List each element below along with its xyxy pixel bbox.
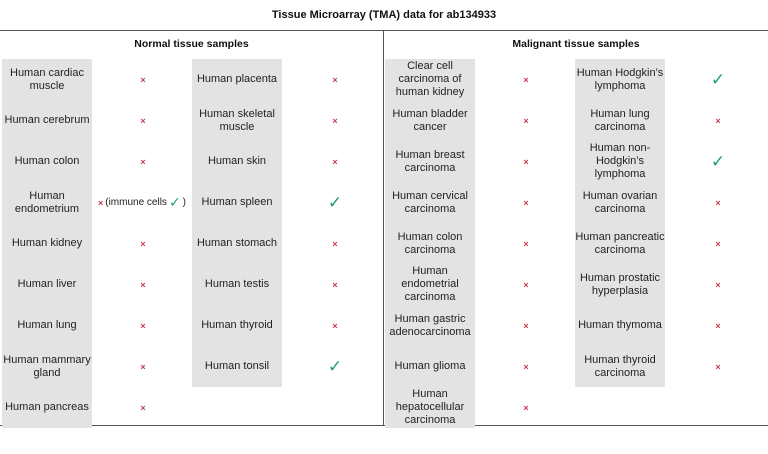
staining-result bbox=[478, 100, 574, 141]
cross-icon: × bbox=[332, 238, 338, 249]
cross-icon: × bbox=[332, 74, 338, 85]
cross-icon: × bbox=[523, 361, 529, 372]
section-divider bbox=[383, 30, 384, 425]
staining-result bbox=[670, 100, 766, 141]
tissue-name: Human bladder cancer bbox=[392, 107, 468, 133]
staining-result bbox=[95, 182, 191, 223]
tissue-name: Human lung bbox=[17, 319, 77, 331]
cross-icon: × bbox=[523, 115, 529, 126]
staining-result bbox=[478, 59, 574, 100]
cross-icon: × bbox=[332, 115, 338, 126]
tissue-name: Human mammary gland bbox=[3, 353, 91, 379]
cross-icon: × bbox=[523, 238, 529, 249]
staining-result bbox=[478, 223, 574, 264]
staining-result bbox=[95, 59, 191, 100]
tissue-name: Human colon carcinoma bbox=[397, 230, 463, 256]
staining-result bbox=[95, 305, 191, 346]
cross-icon: × bbox=[715, 238, 721, 249]
tissue-name: Human testis bbox=[204, 278, 270, 290]
check-icon: ✓ bbox=[327, 193, 343, 212]
tissue-name: Human stomach bbox=[196, 237, 278, 249]
staining-result bbox=[95, 387, 191, 428]
cross-icon: × bbox=[715, 197, 721, 208]
cross-icon: × bbox=[523, 320, 529, 331]
tissue-name: Human skeletal muscle bbox=[199, 107, 275, 133]
cross-icon: × bbox=[332, 156, 338, 167]
cross-icon: × bbox=[140, 74, 146, 85]
title-row bbox=[0, 0, 768, 31]
staining-result bbox=[478, 141, 574, 182]
staining-result bbox=[670, 264, 766, 305]
cross-icon: × bbox=[140, 402, 146, 413]
tissue-name: Clear cell carcinoma of human kidney bbox=[395, 60, 465, 98]
staining-result bbox=[478, 182, 574, 223]
staining-result bbox=[290, 100, 380, 141]
tissue-name: Human kidney bbox=[11, 237, 83, 249]
tissue-name: Human thymoma bbox=[578, 319, 662, 331]
staining-result bbox=[95, 346, 191, 387]
cross-icon: × bbox=[715, 279, 721, 290]
staining-result bbox=[95, 141, 191, 182]
tissue-name: Human ovarian carcinoma bbox=[582, 189, 658, 215]
tissue-name: Human pancreatic carcinoma bbox=[575, 230, 665, 256]
staining-result bbox=[478, 305, 574, 346]
cross-icon: × bbox=[332, 279, 338, 290]
tissue-name: Human hepatocellular carcinoma bbox=[395, 388, 465, 426]
tissue-name: Human prostatic hyperplasia bbox=[579, 271, 661, 297]
tissue-name: Human thyroid carcinoma bbox=[584, 353, 656, 379]
tissue-name: Human lung carcinoma bbox=[590, 107, 650, 133]
tissue-name: Human liver bbox=[17, 278, 77, 290]
cross-icon: × bbox=[140, 156, 146, 167]
cross-icon: × bbox=[97, 197, 104, 208]
staining-result bbox=[670, 223, 766, 264]
tissue-name: Human tonsil bbox=[204, 360, 270, 372]
page-title: Tissue Microarray (TMA) data for ab134933 bbox=[271, 9, 497, 21]
check-icon: ✓ bbox=[168, 194, 181, 210]
tissue-name: Human skin bbox=[207, 155, 267, 167]
tissue-name: Human non-Hodgkin’s lymphoma bbox=[589, 142, 651, 180]
staining-result bbox=[290, 305, 380, 346]
tissue-name: Human thyroid bbox=[201, 319, 273, 331]
malignant-heading: Malignant tissue samples bbox=[512, 38, 640, 50]
tissue-name: Human glioma bbox=[394, 360, 466, 372]
tissue-name: Human spleen bbox=[201, 196, 273, 208]
staining-result bbox=[290, 182, 380, 223]
check-icon: ✓ bbox=[710, 152, 726, 171]
staining-result bbox=[290, 346, 380, 387]
cross-icon: × bbox=[140, 361, 146, 372]
staining-result bbox=[290, 59, 380, 100]
normal-heading: Normal tissue samples bbox=[134, 38, 249, 50]
staining-result bbox=[95, 100, 191, 141]
staining-result bbox=[478, 346, 574, 387]
cross-icon: × bbox=[523, 197, 529, 208]
tissue-name: Human placenta bbox=[196, 73, 278, 85]
staining-result bbox=[290, 264, 380, 305]
staining-result bbox=[290, 141, 380, 182]
staining-result bbox=[290, 223, 380, 264]
staining-result bbox=[670, 141, 766, 182]
check-icon: ✓ bbox=[710, 70, 726, 89]
cross-icon: × bbox=[715, 320, 721, 331]
staining-result bbox=[478, 387, 574, 428]
tissue-name: Human Hodgkin’s lymphoma bbox=[576, 66, 664, 92]
staining-result bbox=[670, 182, 766, 223]
tissue-name: Human cardiac muscle bbox=[10, 66, 84, 92]
tissue-name: Human pancreas bbox=[5, 401, 89, 413]
tissue-name: Human breast carcinoma bbox=[395, 148, 465, 174]
cross-icon: × bbox=[332, 320, 338, 331]
check-icon: ✓ bbox=[327, 357, 343, 376]
staining-result bbox=[95, 223, 191, 264]
tissue-name: Human cerebrum bbox=[4, 114, 90, 126]
cross-icon: × bbox=[140, 238, 146, 249]
staining-result bbox=[95, 264, 191, 305]
cross-icon: × bbox=[523, 279, 529, 290]
result-note-end: ) bbox=[182, 197, 187, 208]
tissue-name: Human cervical carcinoma bbox=[392, 189, 468, 215]
cross-icon: × bbox=[523, 74, 529, 85]
cross-icon: × bbox=[140, 115, 146, 126]
tissue-name: Human colon bbox=[14, 155, 80, 167]
cross-icon: × bbox=[523, 402, 529, 413]
cross-icon: × bbox=[523, 156, 529, 167]
staining-result bbox=[670, 59, 766, 100]
cross-icon: × bbox=[140, 279, 146, 290]
staining-result bbox=[478, 264, 574, 305]
staining-result bbox=[670, 346, 766, 387]
cross-icon: × bbox=[715, 361, 721, 372]
result-note: (immune cells bbox=[105, 197, 167, 208]
staining-result bbox=[670, 305, 766, 346]
tissue-name: Human endometrial carcinoma bbox=[401, 265, 459, 303]
tissue-name: Human gastric adenocarcinoma bbox=[389, 312, 471, 338]
cross-icon: × bbox=[140, 320, 146, 331]
tissue-name: Human endometrium bbox=[14, 189, 80, 215]
cross-icon: × bbox=[715, 115, 721, 126]
